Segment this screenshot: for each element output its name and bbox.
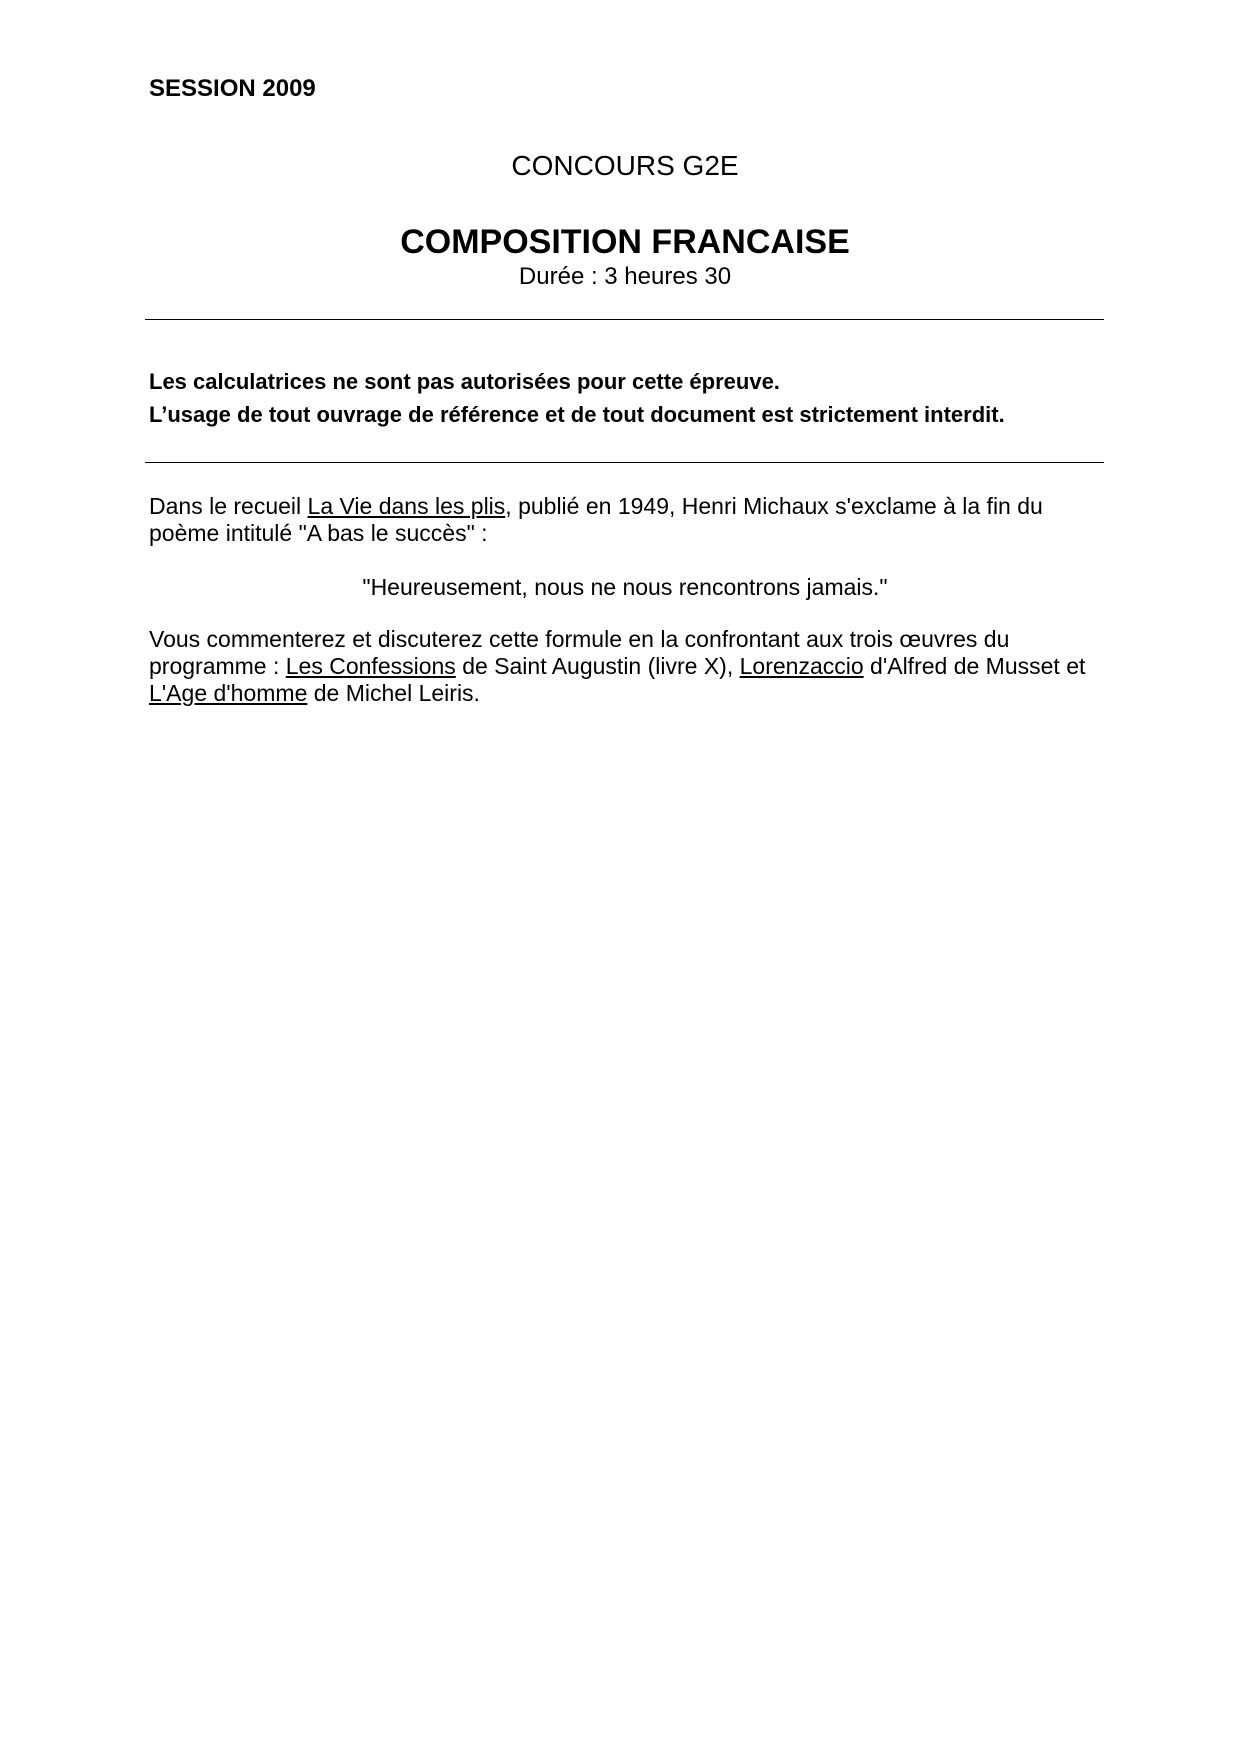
instruction-text-1: Vous commenterez et discuterez cette formule en la confrontant aux trois œuvres du programme : [149,626,1010,679]
exam-notice [149,365,1005,431]
work-title-vie-dans-les-plis: La Vie dans les plis [307,493,506,519]
instruction-text-3: d'Alfred de Musset et [863,653,1086,679]
michaux-quote: "Heureusement, nous ne nous rencontrons jamais." [362,574,888,600]
work-title-lorenzaccio: Lorenzaccio [739,653,864,679]
notice-calculators: Les calculatrices ne sont pas autorisées pour cette épreuve. [149,369,780,394]
bottom-divider [145,462,1104,463]
work-title-confessions: Les Confessions [285,653,456,679]
instruction-text-2: de Saint Augustin (livre X), [455,653,740,679]
intro-paragraph [149,493,1109,547]
session-label: SESSION 2009 [149,75,316,102]
page-title: COMPOSITION FRANCAISE [400,223,850,261]
instruction-text-4: de Michel Leiris. [307,680,480,706]
concours-label: CONCOURS G2E [511,150,739,181]
notice-documents: L’usage de tout ouvrage de référence et de tout document est strictement interdit. [149,402,1005,427]
duration-label: Durée : 3 heures 30 [518,263,732,290]
work-title-age-d-homme: L'Age d'homme [149,680,308,706]
top-divider [145,319,1104,320]
intro-text-after: , publié en 1949, Henri Michaux s'exclame à la fin du poème intitulé "A bas le succès" : [149,493,1043,546]
instruction-paragraph [149,626,1109,707]
intro-text-before: Dans le recueil [149,493,308,519]
